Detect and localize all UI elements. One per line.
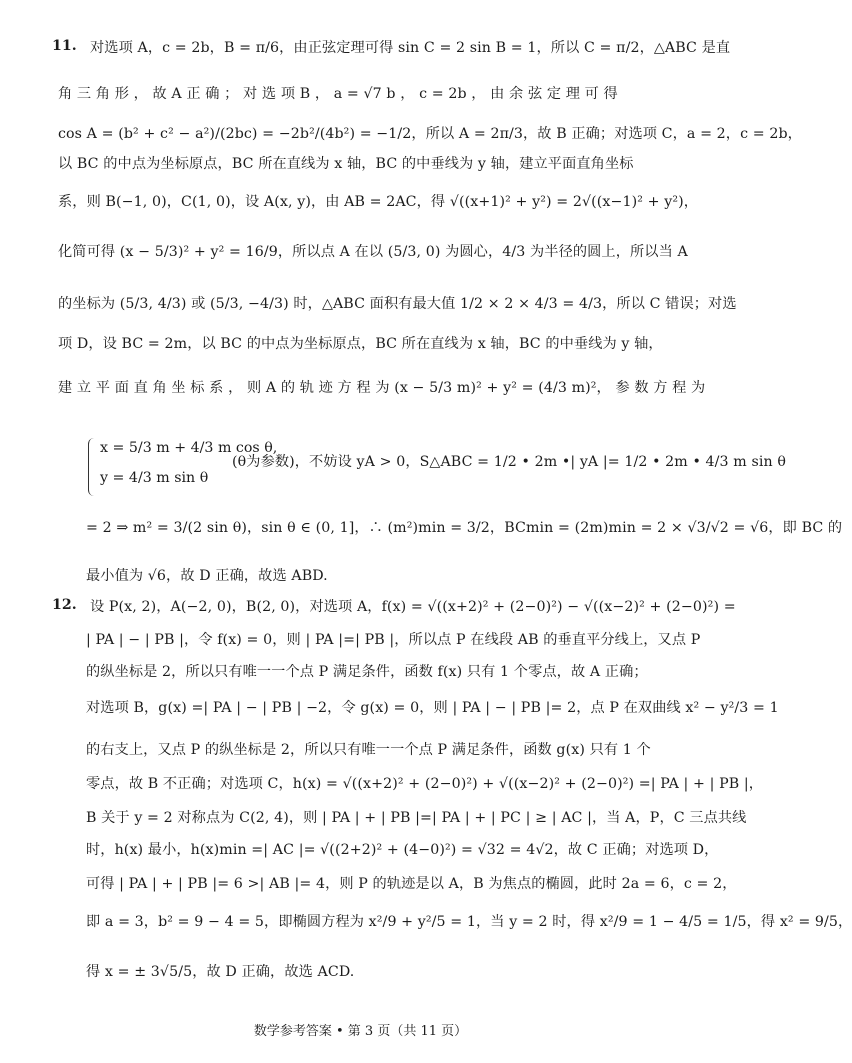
q11-line-8: 项 D，设 BC = 2m，以 BC 的中点为坐标原点，BC 所在直线为 x 轴，BC 的中垂线为 y 轴，	[58, 336, 663, 352]
q12-line-2: | PA | − | PB |，令 f(x) = 0，则 | PA |=| PB |，所以点 P 在线段 AB 的垂直平分线上，又点 P	[86, 632, 701, 648]
q11-line-10: = 2 ⇒ m² = 3/(2 sin θ)，sin θ ∈ (0, 1]，∴ (m²)min = 3/2，BCmin = (2m)min = 2 × √3/√2 = √6，即 BC 的	[86, 520, 843, 536]
q12-line-10: 即 a = 3，b² = 9 − 4 = 5，即椭圆方程为 x²/9 + y²/5 = 1，当 y = 2 时，得 x²/9 = 1 − 4/5 = 1/5，得 x² = 9/5，	[86, 914, 852, 930]
q12-line-7: B 关于 y = 2 对称点为 C(2, 4)，则 | PA | + | PB |=| PA | + | PC | ≥ | AC |，当 A，P，C 三点共线	[86, 810, 747, 826]
q12-number: 12.	[52, 597, 77, 613]
q11-line-3: cos A = (b² + c² − a²)/(2bc) = −2b²/(4b²) = −1/2，所以 A = 2π/3，故 B 正确；对选项 C，a = 2，c = 2b，	[58, 126, 802, 142]
q11-param-tail: (θ为参数)，不妨设 yA > 0，S△ABC = 1/2 • 2m •| yA |= 1/2 • 2m • 4/3 m sin θ	[232, 454, 786, 470]
q11-line-4: 以 BC 的中点为坐标原点，BC 所在直线为 x 轴，BC 的中垂线为 y 轴，建立平面直角坐标	[58, 156, 634, 172]
q12-line-6: 零点，故 B 不正确；对选项 C，h(x) = √((x+2)² + (2−0)²) + √((x−2)² + (2−0)²) =| PA | + | PB |，	[86, 776, 764, 792]
q11-number: 11.	[52, 38, 77, 54]
q12-line-1: 设 P(x, 2)，A(−2, 0)，B(2, 0)，对选项 A，f(x) = √((x+2)² + (2−0)²) − √((x−2)² + (2−0)²) =	[90, 599, 736, 615]
q12-line-3: 的纵坐标是 2，所以只有唯一一个点 P 满足条件，函数 f(x) 只有 1 个零点，故 A 正确；	[86, 664, 648, 680]
q12-line-9: 可得 | PA | + | PB |= 6 >| AB |= 4，则 P 的轨迹是以 A，B 为焦点的椭圆，此时 2a = 6，c = 2，	[86, 876, 737, 892]
q11-line-1: 对选项 A，c = 2b，B = π/6，由正弦定理可得 sin C = 2 sin B = 1，所以 C = π/2，△ABC 是直	[90, 40, 731, 56]
param-y-equation: y = 4/3 m sin θ	[100, 470, 209, 486]
q12-line-8: 时，h(x) 最小，h(x)min =| AC |= √((2+2)² + (4−0)²) = √32 = 4√2，故 C 正确；对选项 D，	[86, 842, 719, 858]
q11-line-5: 系，则 B(−1, 0)，C(1, 0)，设 A(x, y)，由 AB = 2AC，得 √((x+1)² + y²) = 2√((x−1)² + y²)，	[58, 194, 699, 210]
q12-line-5: 的右支上，又点 P 的纵坐标是 2，所以只有唯一一个点 P 满足条件，函数 g(x) 只有 1 个	[86, 742, 651, 758]
q11-line-11: 最小值为 √6，故 D 正确，故选 ABD.	[86, 568, 328, 584]
q12-line-4: 对选项 B，g(x) =| PA | − | PB | −2，令 g(x) = 0，则 | PA | − | PB |= 2，点 P 在双曲线 x² − y²/3 = 1	[86, 700, 779, 716]
q11-line-2: 角 三 角 形 ， 故 A 正 确 ； 对 选 项 B ， a = √7 b ， c = 2b ， 由 余 弦 定 理 可 得	[58, 86, 618, 102]
left-brace	[88, 438, 97, 496]
q11-line-9: 建 立 平 面 直 角 坐 标 系 ， 则 A 的 轨 迹 方 程 为 (x − 5/3 m)² + y² = (4/3 m)²， 参 数 方 程 为	[58, 380, 706, 396]
page-footer: 数学参考答案 • 第 3 页（共 11 页）	[253, 1024, 468, 1039]
param-x-equation: x = 5/3 m + 4/3 m cos θ,	[100, 440, 278, 456]
parametric-equation	[88, 436, 278, 500]
q11-line-7: 的坐标为 (5/3, 4/3) 或 (5/3, −4/3) 时，△ABC 面积有最大值 1/2 × 2 × 4/3 = 4/3，所以 C 错误；对选	[58, 296, 737, 312]
q12-line-11: 得 x = ± 3√5/5，故 D 正确，故选 ACD.	[86, 964, 355, 980]
q11-line-6: 化简可得 (x − 5/3)² + y² = 16/9，所以点 A 在以 (5/3, 0) 为圆心，4/3 为半径的圆上，所以当 A	[58, 244, 688, 260]
